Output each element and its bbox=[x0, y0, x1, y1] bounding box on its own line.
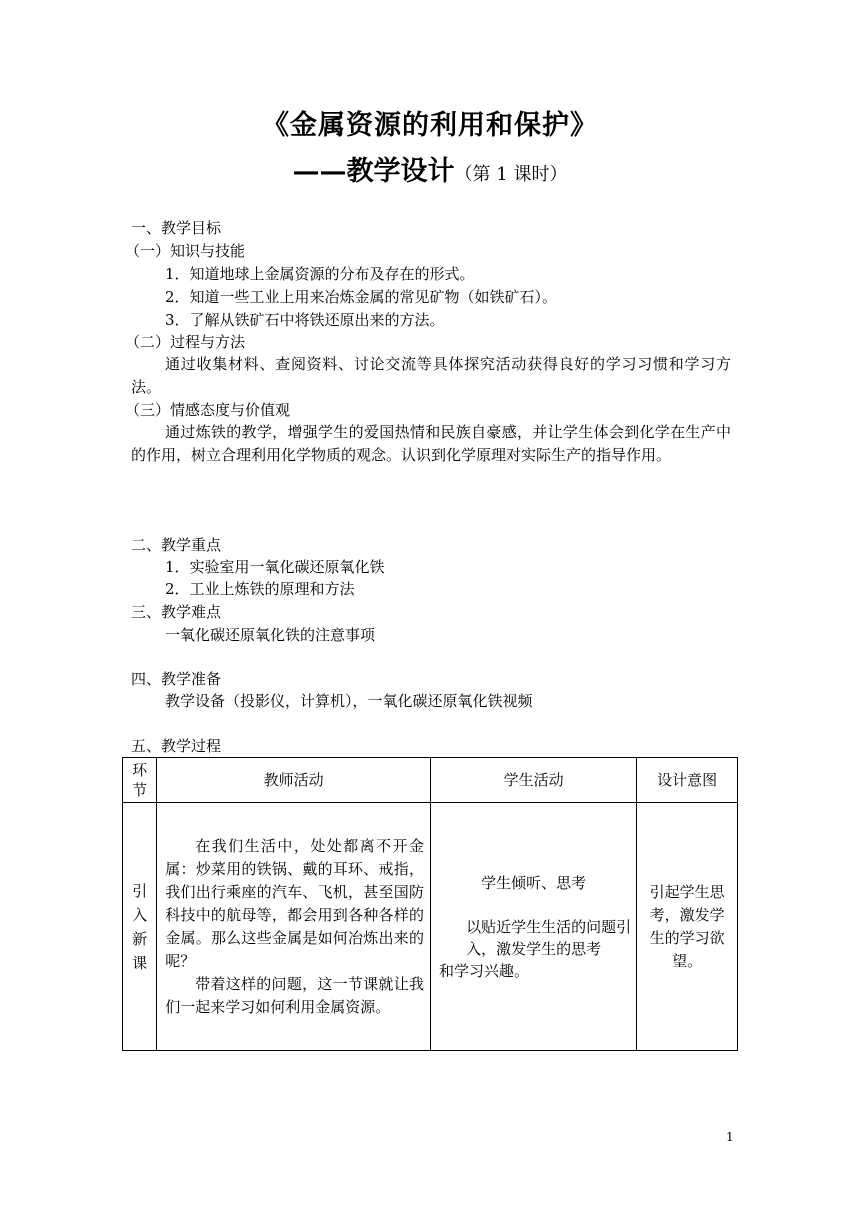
teaching-process-table bbox=[122, 757, 738, 1051]
key-point-item: 1．实验室用一氧化碳还原氧化铁 bbox=[165, 558, 385, 576]
student-activity-cell bbox=[430, 803, 636, 1051]
header-teacher-activity: 教师活动 bbox=[157, 758, 431, 803]
section-heading-process: 五、教学过程 bbox=[131, 737, 222, 755]
teacher-paragraph: 在我们生活中，处处都离不开金属：炒菜用的铁锅、戴的耳环、戒指，我们出行乘座的汽车、飞机，甚至国防科技中的航母等，都会用到各种各样的金属。那么这些金属是如何冶炼出来的呢？ bbox=[165, 836, 424, 970]
key-point-item: 2．工业上炼铁的原理和方法 bbox=[165, 580, 355, 598]
attitude-paragraph: 通过炼铁的教学，增强学生的爱国热情和民族自豪感，并让学生体会到化学在生产中的作用，树立合理利用化学物质的观念。认识到化学原理对实际生产的指导作用。 bbox=[131, 423, 731, 464]
subsection-knowledge: （一）知识与技能 bbox=[125, 242, 246, 260]
preparation-text: 教学设备（投影仪，计算机），一氧化碳还原氧化铁视频 bbox=[165, 692, 533, 710]
subsection-attitude: （三）情感态度与价值观 bbox=[125, 401, 291, 419]
student-activity-line: 和学习兴趣。 bbox=[438, 961, 529, 980]
teacher-paragraph: 带着这样的问题，这一节课就让我们一起来学习如何利用金属资源。 bbox=[165, 974, 424, 1016]
section-heading-preparation: 四、教学准备 bbox=[131, 670, 222, 688]
subtitle-note: （第 1 课时） bbox=[454, 164, 568, 185]
table-row bbox=[123, 803, 738, 1051]
subsection-process: （二）过程与方法 bbox=[125, 333, 246, 351]
student-activity-line: 以贴近学生生活的问题引入，激发学生的思考 bbox=[466, 917, 632, 958]
table-header-row bbox=[123, 758, 738, 803]
teacher-activity-cell bbox=[157, 803, 431, 1051]
document-title: 《金属资源的利用和保护》 bbox=[262, 110, 598, 141]
stage-cell: 引入新课 bbox=[123, 803, 157, 1051]
section-heading-difficulties: 三、教学难点 bbox=[131, 603, 222, 621]
difficulty-text: 一氧化碳还原氧化铁的注意事项 bbox=[165, 626, 376, 644]
objective-item: 2．知道一些工业上用来冶炼金属的常见矿物（如铁矿石）。 bbox=[165, 288, 558, 306]
student-activity-line: 学生倾听、思考 bbox=[481, 873, 587, 892]
section-heading-objectives: 一、教学目标 bbox=[131, 219, 222, 237]
design-intent-cell: 引起学生思考，激发学生的学习欲望。 bbox=[637, 803, 738, 1051]
objective-item: 1．知道地球上金属资源的分布及存在的形式。 bbox=[165, 265, 475, 283]
header-design-intent: 设计意图 bbox=[637, 758, 738, 803]
page-number: 1 bbox=[726, 1130, 734, 1144]
header-student-activity: 学生活动 bbox=[430, 758, 636, 803]
subtitle-main: ——教学设计 bbox=[292, 156, 455, 187]
process-paragraph: 通过收集材料、查阅资料、讨论交流等具体探究活动获得良好的学习习惯和学习方法。 bbox=[131, 355, 731, 396]
document-subtitle bbox=[0, 152, 860, 195]
objective-item: 3．了解从铁矿石中将铁还原出来的方法。 bbox=[165, 311, 445, 329]
section-heading-key-points: 二、教学重点 bbox=[131, 536, 222, 554]
header-stage: 环节 bbox=[123, 758, 157, 803]
